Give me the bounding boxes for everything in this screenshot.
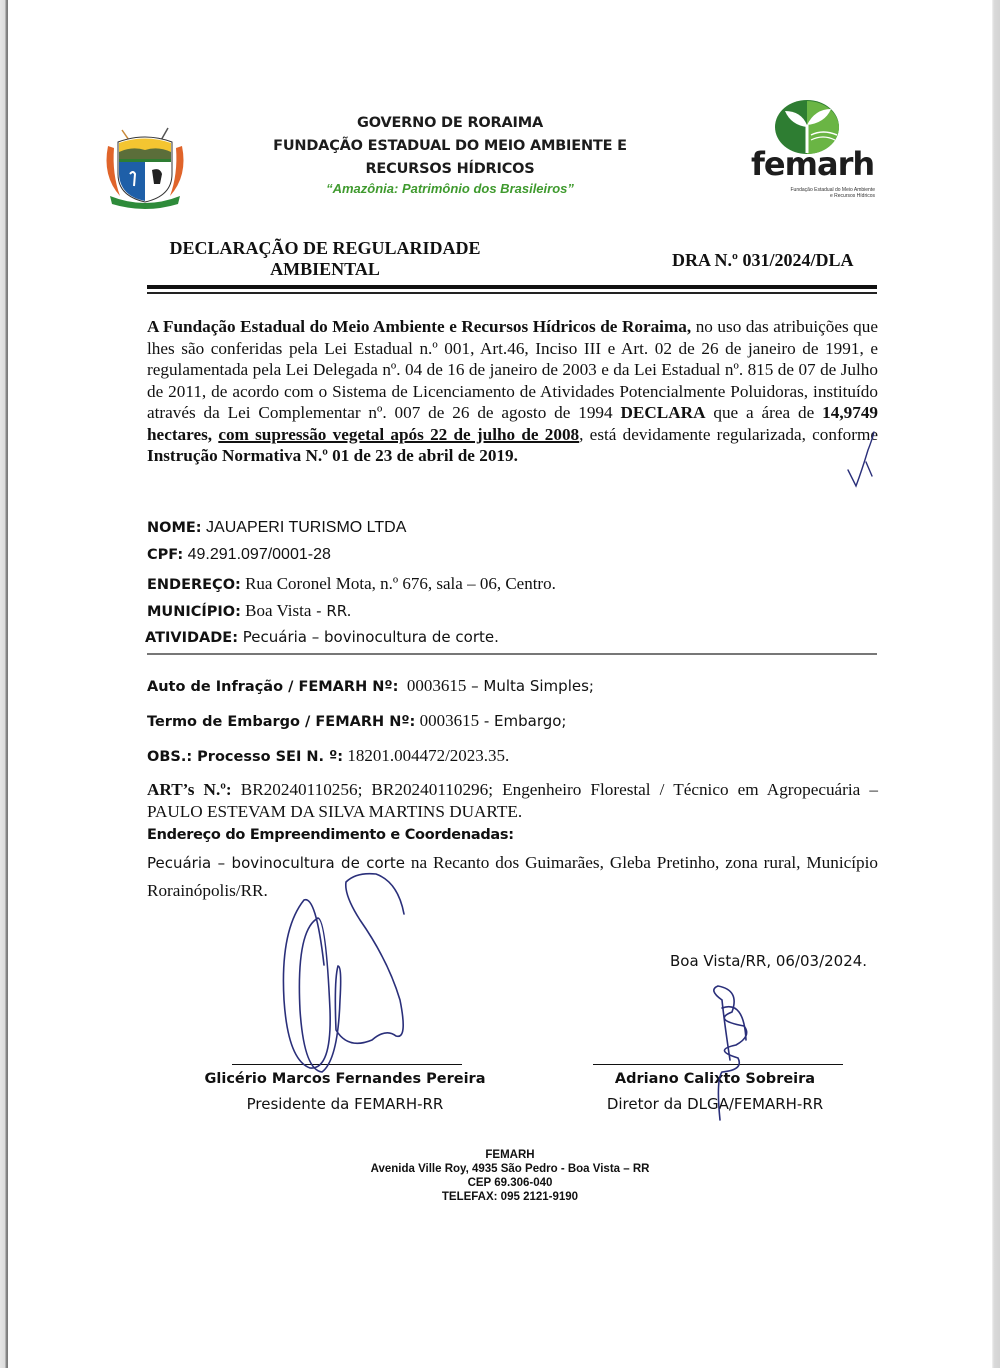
field-cpf: [147, 546, 331, 564]
signatory-role-director: Diretor da DLGA/FEMARH-RR: [606, 1095, 824, 1113]
art-value: BR20240110256; BR20240110296; Engenheiro Florestal / Técnico em Agropecuária – PAULO ESTEVAM DA SILVA MARTINS DUARTE.: [147, 780, 878, 821]
atividade-value: Pecuária – bovinocultura de corte.: [238, 628, 499, 646]
header-foundation: FUNDAÇÃO ESTADUAL DO MEIO AMBIENTE E: [273, 138, 627, 154]
declaration-text: que a área de: [705, 403, 823, 422]
empreendimento-address: [147, 849, 878, 905]
signatory-name-director: Adriano Calixto Sobreira: [614, 1071, 816, 1087]
field-municipio: [147, 601, 351, 621]
auto-infracao-number: 0003615: [398, 676, 467, 695]
footer-org: FEMARH: [485, 1149, 535, 1161]
obs-processo-label: OBS.: Processo SEI N. º:: [147, 749, 344, 765]
field-auto-infracao: [147, 676, 594, 696]
atividade-label: ATIVIDADE:: [145, 630, 238, 646]
header-government: GOVERNO DE RORAIMA: [357, 115, 543, 131]
field-nome: [147, 519, 406, 537]
title-divider-thick: [147, 285, 877, 289]
field-atividade: [145, 628, 499, 647]
declaration-suppression-note: com supressão vegetal após 22 de julho de 2008: [218, 424, 580, 444]
municipio-uf: - RR.: [311, 602, 352, 620]
field-endereco: [147, 574, 556, 594]
header-motto: “Amazônia: Patrimônio dos Brasileiros”: [326, 181, 574, 196]
signature-line-president: [232, 1064, 462, 1065]
footer-phone: TELEFAX: 095 2121-9190: [441, 1191, 579, 1203]
institution-header: [250, 112, 650, 197]
signatory-role-president: Presidente da FEMARH-RR: [246, 1095, 444, 1113]
fields-divider: [147, 653, 877, 655]
declaration-paragraph: [147, 316, 878, 467]
document-title-line1: DECLARAÇÃO DE REGULARIDADE: [169, 238, 481, 258]
roraima-coat-of-arms-icon: [100, 126, 190, 212]
empreendimento-title: Endereço do Empreendimento e Coordenadas:: [147, 827, 514, 843]
obs-processo-value: 18201.004472/2023.35.: [343, 746, 510, 765]
femarh-wordmark: femarh: [751, 145, 875, 183]
footer-address: Avenida Ville Roy, 4935 São Pedro - Boa Vista – RR: [370, 1163, 650, 1175]
issue-date: Boa Vista/RR, 06/03/2024.: [670, 952, 868, 970]
title-divider-thin: [147, 292, 877, 294]
field-termo-embargo: [147, 711, 567, 731]
signature-line-director: [593, 1064, 843, 1065]
art-label: ART’s N.º:: [147, 780, 232, 799]
endereco-value: Rua Coronel Mota, n.º 676, sala – 06, Centro.: [240, 574, 556, 593]
document-title-line2: AMBIENTAL: [270, 259, 380, 279]
municipio-value: Boa Vista: [240, 601, 312, 620]
cpf-label: CPF:: [147, 547, 184, 563]
document-number: DRA N.º 031/2024/DLA: [672, 250, 854, 270]
signatory-name-president: Glicério Marcos Fernandes Pereira: [204, 1071, 486, 1087]
document-title: [155, 238, 495, 280]
art-paragraph: [147, 779, 878, 823]
termo-embargo-label: Termo de Embargo / FEMARH Nº:: [147, 714, 416, 730]
empreendimento-location: na Recanto dos Guimarães, Gleba Pretinho, zona rural, Município Rorainópolis/RR.: [147, 853, 878, 900]
declaration-legal-basis: no uso das atribuições que lhes são conferidas pela Lei Estadual n.º 001, Art.46, Inciso III e Art. 02 de 26 de janeiro de 1991, e regulamentada pela Lei Delegada nº. 04 de 16 de janeiro de 2003 e da Lei Estadual nº. 815 de 07 de Julho de 2011, de acordo com o Sistema de Licenciamento de Atividades Potencialmente Poluidoras, instituído através da Lei Complementar nº. 007 de 26 de agosto de 1994: [147, 317, 878, 422]
termo-embargo-number: 0003615: [415, 711, 480, 730]
endereco-label: ENDEREÇO:: [147, 577, 241, 593]
auto-infracao-type: – Multa Simples;: [466, 677, 594, 695]
declaration-normative: Instrução Normativa N.º 01 de 23 de abril de 2019.: [147, 446, 518, 465]
nome-value: JAUAPERI TURISMO LTDA: [201, 519, 407, 536]
cpf-value: 49.291.097/0001-28: [183, 546, 331, 563]
declaration-verb: DECLARA: [620, 403, 706, 422]
declaration-area: 14,9749 hectares,: [147, 403, 878, 444]
empreendimento-activity: Pecuária – bovinocultura de corte: [147, 854, 405, 872]
page-edge-right: [992, 0, 1000, 1368]
femarh-logo: [745, 95, 880, 210]
auto-infracao-label: Auto de Infração / FEMARH Nº:: [147, 679, 399, 695]
footer-cep: CEP 69.306-040: [467, 1177, 553, 1189]
femarh-subtitle-line1: Fundação Estadual do Meio Ambiente: [790, 187, 875, 193]
nome-label: NOME:: [147, 520, 202, 536]
header-resources: RECURSOS HÍDRICOS: [365, 161, 535, 177]
director-signature-extra: [722, 1007, 746, 1040]
declaration-status: , está devidamente regularizada, conforme: [579, 424, 878, 444]
page-edge-left: [0, 0, 8, 1368]
femarh-logo-subtitle: [753, 187, 875, 199]
footer-contact: [330, 1148, 690, 1204]
declaration-institution: A Fundação Estadual do Meio Ambiente e Recursos Hídricos de Roraima,: [147, 317, 692, 336]
femarh-subtitle-line2: e Recursos Hídricos: [829, 193, 875, 199]
termo-embargo-type: - Embargo;: [479, 712, 567, 730]
field-obs-processo: [147, 746, 509, 766]
municipio-label: MUNICÍPIO:: [147, 604, 241, 620]
